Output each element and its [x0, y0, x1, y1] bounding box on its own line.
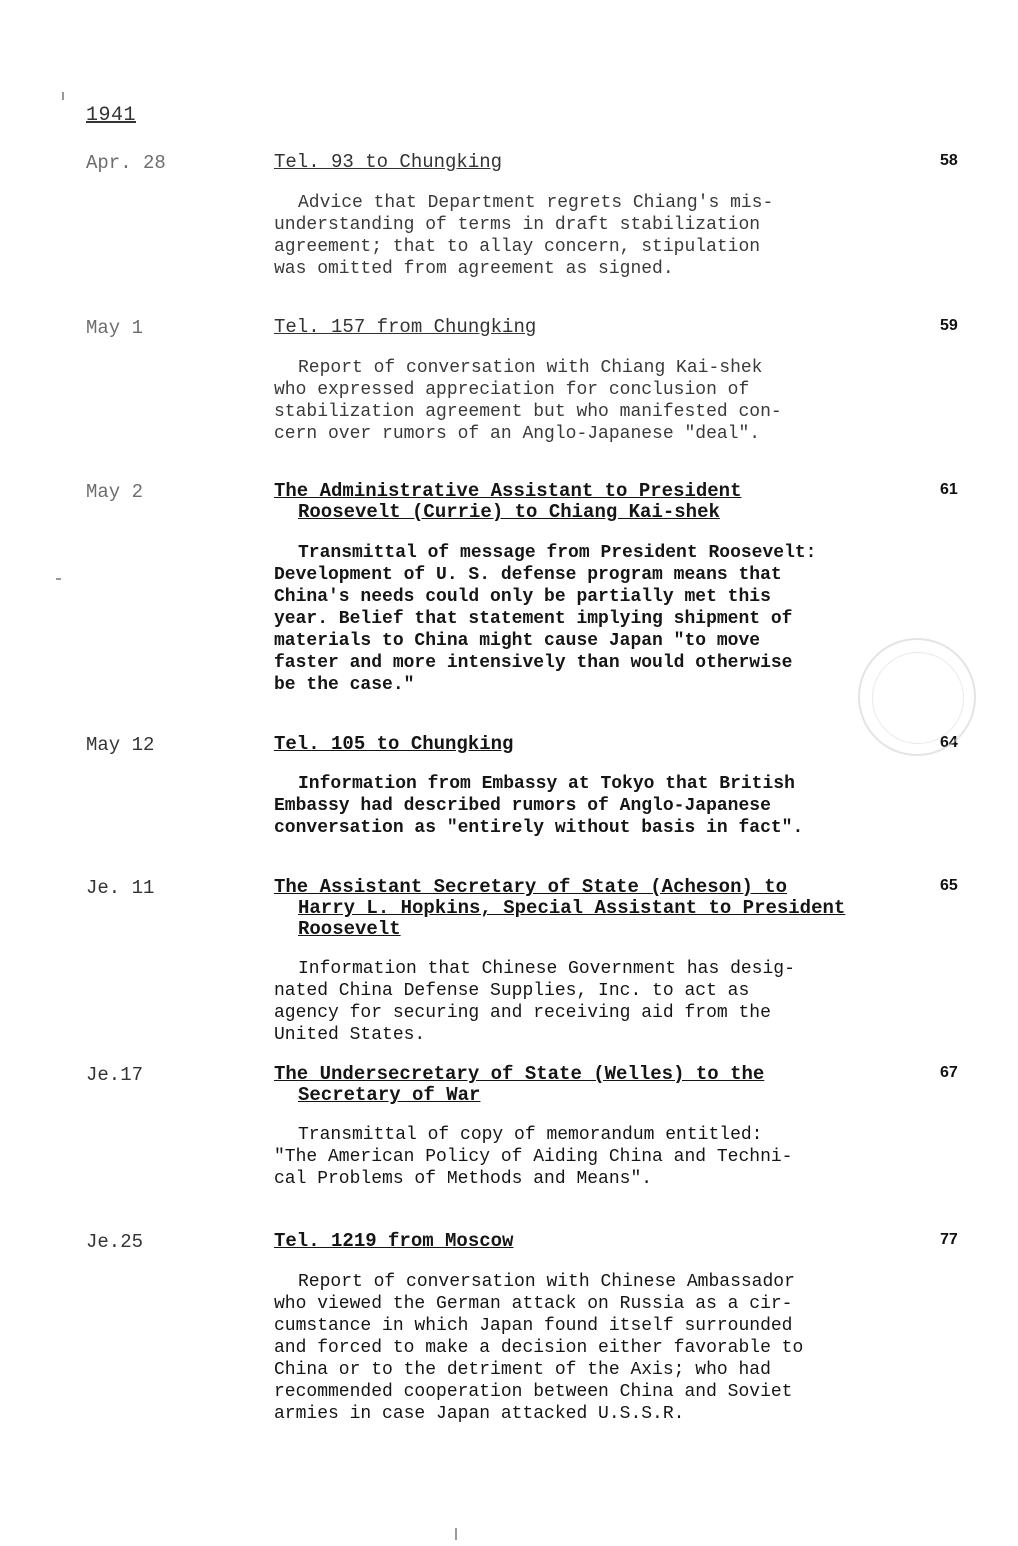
page-number: 64 — [940, 734, 958, 751]
entry-heading — [274, 317, 914, 338]
entry-date: Je. 11 — [86, 877, 155, 899]
summary-line: agency for securing and receiving aid from the — [274, 1003, 771, 1023]
entry-heading-line: Harry L. Hopkins, Special Assistant to President — [298, 897, 846, 919]
summary-line: Embassy had described rumors of Anglo-Japanese — [274, 796, 771, 816]
entry-date: Je.25 — [86, 1231, 144, 1253]
summary-line: Report of conversation with Chinese Ambassador — [298, 1272, 795, 1292]
scan-mark — [62, 92, 64, 100]
page-number: 61 — [940, 481, 958, 498]
page-number: 58 — [940, 152, 958, 169]
summary-line: cal Problems of Methods and Means". — [274, 1169, 653, 1189]
entry-summary — [274, 958, 894, 1046]
entry-heading-line: Roosevelt — [298, 918, 401, 940]
entry-summary — [274, 773, 894, 839]
summary-line: Development of U. S. defense program means that — [274, 565, 782, 585]
entry-heading — [274, 481, 914, 523]
summary-line: "The American Policy of Aiding China and Techni- — [274, 1147, 793, 1167]
entry-date: May 1 — [86, 317, 144, 339]
entry-summary — [274, 1124, 894, 1190]
entry-summary — [274, 542, 894, 696]
entry-heading-line: Tel. 1219 from Moscow — [274, 1230, 514, 1252]
summary-line: United States. — [274, 1025, 426, 1045]
summary-line: Information from Embassy at Tokyo that British — [298, 774, 795, 794]
summary-line: Report of conversation with Chiang Kai-shek — [298, 358, 763, 378]
summary-line: nated China Defense Supplies, Inc. to act as — [274, 981, 750, 1001]
summary-line: armies in case Japan attacked U.S.S.R. — [274, 1404, 685, 1424]
summary-line: Advice that Department regrets Chiang's mis- — [298, 193, 774, 213]
entry-heading — [274, 734, 914, 755]
summary-line: conversation as "entirely without basis in fact". — [274, 818, 804, 838]
year-heading: 1941 — [86, 104, 137, 127]
summary-line: Information that Chinese Government has desig- — [298, 959, 795, 979]
summary-line: and forced to make a decision either favorable to — [274, 1338, 804, 1358]
entry-heading — [274, 1231, 914, 1252]
summary-line: China's needs could only be partially met this — [274, 587, 771, 607]
summary-line: was omitted from agreement as signed. — [274, 259, 674, 279]
entry-heading — [274, 152, 914, 173]
entry-heading-line: Tel. 157 from Chungking — [274, 316, 537, 338]
entry-heading — [274, 1064, 914, 1106]
scan-mark — [455, 1528, 457, 1540]
entry-heading-line: The Administrative Assistant to President — [274, 480, 742, 502]
scan-mark — [56, 578, 61, 580]
summary-line: China or to the detriment of the Axis; who had — [274, 1360, 771, 1380]
summary-line: Transmittal of message from President Roosevelt: — [298, 543, 817, 563]
entry-heading-line: Tel. 93 to Chungking — [274, 151, 503, 173]
entry-date: May 2 — [86, 481, 144, 503]
summary-line: agreement; that to allay concern, stipulation — [274, 237, 761, 257]
summary-line: recommended cooperation between China and Soviet — [274, 1382, 793, 1402]
page-number: 77 — [940, 1231, 958, 1248]
page-number: 65 — [940, 877, 958, 894]
summary-line: cern over rumors of an Anglo-Japanese "deal". — [274, 424, 761, 444]
summary-line: who expressed appreciation for conclusion of — [274, 380, 750, 400]
entry-heading-line: Roosevelt (Currie) to Chiang Kai-shek — [298, 501, 720, 523]
entry-heading — [274, 877, 914, 940]
summary-line: year. Belief that statement implying shipment of — [274, 609, 793, 629]
entry-date: Je.17 — [86, 1064, 144, 1086]
entry-heading-line: The Assistant Secretary of State (Acheson) to — [274, 876, 788, 898]
entry-date: Apr. 28 — [86, 152, 166, 174]
summary-line: who viewed the German attack on Russia as a cir- — [274, 1294, 793, 1314]
entry-heading-line: Tel. 105 to Chungking — [274, 733, 514, 755]
page-number: 59 — [940, 317, 958, 334]
summary-line: be the case." — [274, 675, 415, 695]
summary-line: cumstance in which Japan found itself surrounded — [274, 1316, 793, 1336]
entry-date: May 12 — [86, 734, 155, 756]
entry-summary — [274, 357, 894, 445]
summary-line: faster and more intensively than would otherwise — [274, 653, 793, 673]
summary-line: understanding of terms in draft stabilization — [274, 215, 761, 235]
entry-summary — [274, 192, 894, 280]
page-number: 67 — [940, 1064, 958, 1081]
summary-line: Transmittal of copy of memorandum entitled: — [298, 1125, 763, 1145]
summary-line: stabilization agreement but who manifested con- — [274, 402, 782, 422]
entry-heading-line: The Undersecretary of State (Welles) to the — [274, 1063, 765, 1085]
entry-heading-line: Secretary of War — [298, 1084, 481, 1106]
summary-line: materials to China might cause Japan "to move — [274, 631, 761, 651]
entry-summary — [274, 1271, 894, 1425]
archive-stamp — [858, 638, 976, 756]
